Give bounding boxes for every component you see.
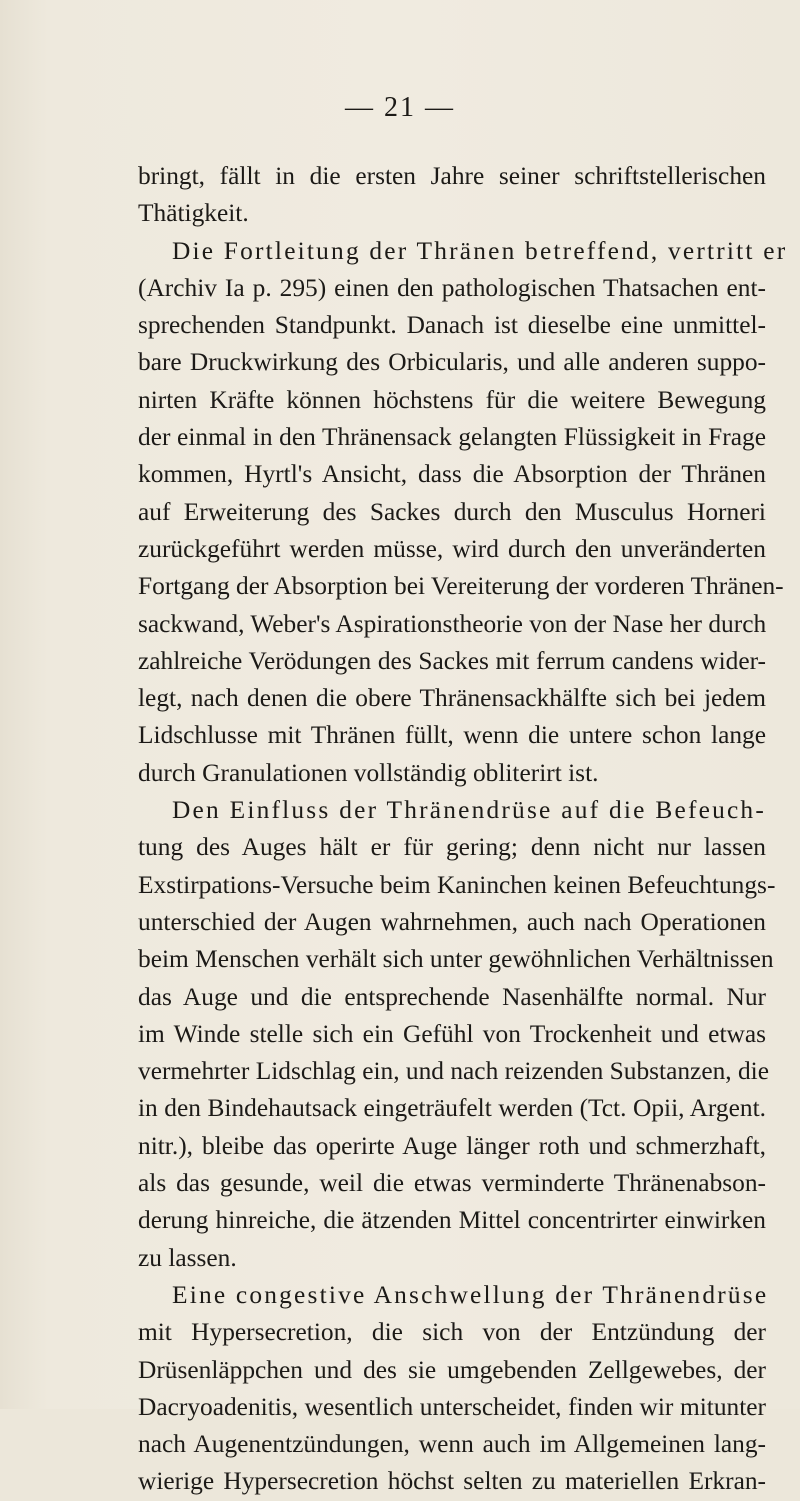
text-line: Dacryoadenitis, wesentlich unterscheidet, finden wir mitunter: [138, 1392, 766, 1421]
page-number: — 21 —: [345, 92, 455, 123]
text-line: unterschied der Augen wahrnehmen, auch nach Operationen: [138, 907, 766, 936]
text-line: Drüsenläppchen und des sie umgebenden Zellgewebes, der: [138, 1355, 766, 1384]
text-line: als das gesunde, weil die etwas verminderte Thränenabson-: [138, 1169, 766, 1198]
text-line: bare Druckwirkung des Orbicularis, und alle anderen suppo-: [138, 348, 766, 377]
text-line: kommen, Hyrtl's Ansicht, dass die Absorption der Thränen: [138, 460, 766, 489]
text-line: Die Fortleitung der Thränen betreffend, vertritt er: [172, 236, 788, 265]
text-line: sprechenden Standpunkt. Danach ist dieselbe eine unmittel-: [138, 311, 766, 340]
text-line: in den Bindehautsack eingeträufelt werden (Tct. Opii, Argent.: [138, 1094, 766, 1123]
text-line: durch Granulationen vollständig obliterirt ist.: [138, 758, 599, 787]
text-line: nach Augenentzündungen, wenn auch im Allgemeinen lang-: [138, 1430, 766, 1459]
text-line: sackwand, Weber's Aspirationstheorie von der Nase her durch: [138, 609, 767, 638]
text-line: zu lassen.: [138, 1243, 237, 1272]
text-line: auf Erweiterung des Sackes durch den Musculus Horneri: [138, 497, 766, 526]
text-line: zurückgeführt werden müsse, wird durch den unveränderten: [138, 534, 766, 563]
text-line: Thätigkeit.: [138, 199, 249, 228]
text-line: zahlreiche Verödungen des Sackes mit ferrum candens wider-: [138, 646, 766, 675]
text-line: nitr.), bleibe das operirte Auge länger roth und schmerzhaft,: [138, 1131, 766, 1160]
text-line: Eine congestive Anschwellung der Thränendrüse: [172, 1280, 769, 1309]
text-line: beim Menschen verhält sich unter gewöhnlichen Verhältnissen: [138, 945, 774, 974]
text-line: legt, nach denen die obere Thränensackhälfte sich bei jedem: [138, 684, 766, 713]
text-line: der einmal in den Thränensack gelangten Flüssigkeit in Frage: [138, 423, 766, 452]
text-line: (Archiv Ia p. 295) einen den pathologischen Thatsachen ent-: [138, 273, 766, 302]
text-line: mit Hypersecretion, die sich von der Entzündung der: [138, 1318, 766, 1347]
text-line: das Auge und die entsprechende Nasenhälfte normal. Nur: [138, 982, 766, 1011]
text-line: Exstirpations-Versuche beim Kaninchen keinen Befeuchtungs-: [138, 870, 776, 899]
text-line: wierige Hypersecretion höchst selten zu materiellen Erkran-: [138, 1467, 766, 1496]
text-line: bringt, fällt in die ersten Jahre seiner schriftstellerischen: [138, 162, 766, 190]
text-line: Fortgang der Absorption bei Vereiterung der vorderen Thränen-: [138, 572, 784, 601]
text-line: tung des Auges hält er für gering; denn nicht nur lassen: [138, 833, 766, 862]
body-text: [138, 158, 788, 1501]
text-line: derung hinreiche, die ätzenden Mittel concentrirter einwirken: [138, 1206, 766, 1235]
text-line: vermehrter Lidschlag ein, und nach reizenden Substanzen, die: [138, 1057, 769, 1086]
text-line: Den Einfluss der Thränendrüse auf die Befeuch-: [172, 796, 766, 825]
text-line: nirten Kräfte können höchstens für die weitere Bewegung: [138, 385, 766, 414]
text-line: im Winde stelle sich ein Gefühl von Trockenheit und etwas: [138, 1019, 766, 1048]
text-line: Lidschlusse mit Thränen füllt, wenn die untere schon lange: [138, 721, 766, 750]
